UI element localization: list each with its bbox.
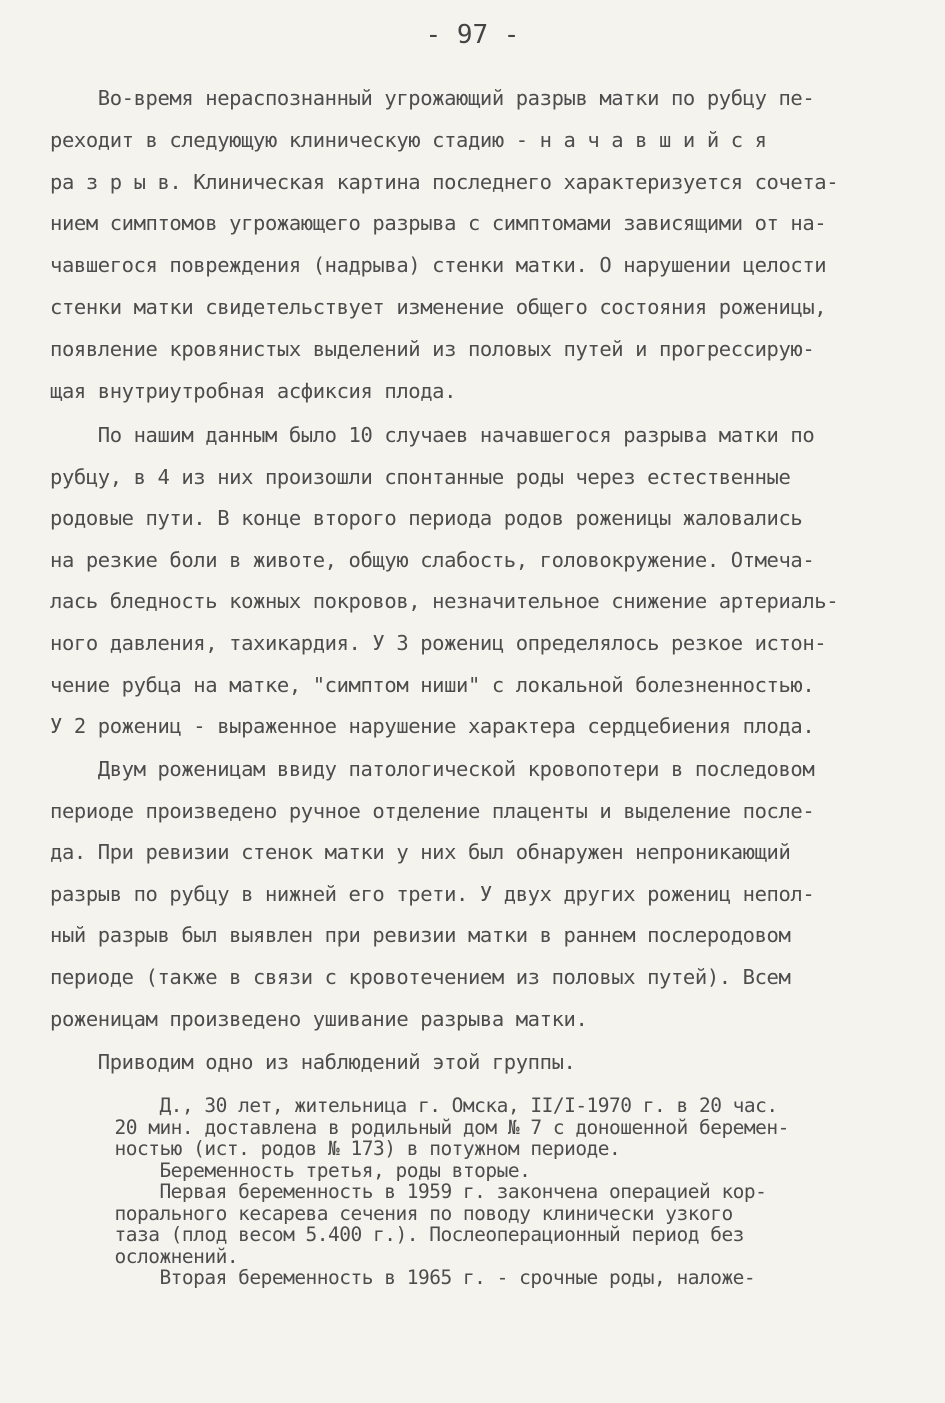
- text-line: Д., 30 лет, жительница г. Омска, II/I-1970 г. в 20 час.: [92, 1094, 778, 1117]
- text-line: Беременность третья, роды вторые.: [92, 1158, 531, 1182]
- text-line: рубцу, в 4 из них произошли спонтанные роды через естественные: [50, 464, 791, 489]
- text-line: нием симптомов угрожающего разрыва с симптомами зависящими от на-: [50, 211, 827, 236]
- text-line: лась бледность кожных покровов, незначительное снижение артериаль-: [50, 589, 839, 614]
- text-line: периоде (также в связи с кровотечением из половых путей). Всем: [50, 965, 791, 989]
- text-line: У 2 рожениц - выраженное нарушение характера сердцебиения плода.: [50, 714, 815, 739]
- text-line: щая внутриутробная асфиксия плода.: [50, 378, 457, 403]
- text-line: ностью (ист. родов № 173) в потужном периоде.: [92, 1137, 621, 1160]
- text-line: По нашим данным было 10 случаев начавшегося разрыва матки по: [50, 423, 815, 447]
- text-line: Первая беременность в 1959 г. закончена операцией кор-: [92, 1180, 767, 1203]
- text-line: Во-время нераспознанный угрожающий разрыв матки по рубцу пе-: [50, 86, 815, 110]
- text-line: чение рубца на матке, "симптом ниши" с локальной болезненностью.: [50, 672, 815, 697]
- text-line: родовые пути. В конце второго периода родов роженицы жаловались: [50, 506, 803, 531]
- text-line: ного давления, тахикардия. У 3 рожениц определялось резкое истон-: [50, 631, 827, 655]
- page-number: - 97 -: [425, 20, 520, 50]
- text-line: появление кровянистых выделений из половых путей и прогрессирую-: [50, 336, 815, 361]
- text-line: Приводим одно из наблюдений этой группы.: [50, 1050, 576, 1074]
- text-line: на резкие боли в животе, общую слабость, головокружение. Отмеча-: [50, 547, 815, 572]
- text-line: таза (плод весом 5.400 г.). Послеоперационный период без: [92, 1223, 744, 1246]
- text-line: Двум роженицам ввиду патологической кровопотери в последовом: [50, 757, 815, 781]
- text-line: да. При ревизии стенок матки у них был обнаружен непроникающий: [50, 840, 791, 865]
- text-line: чавшегося повреждения (надрыва) стенки матки. О нарушении целости: [50, 253, 827, 278]
- text-line: ра з р ы в. Клиническая картина последнего характеризуется сочета-: [50, 169, 839, 194]
- text-line: 20 мин. доставлена в родильный дом № 7 с доношенной беремен-: [92, 1115, 789, 1139]
- text-line: порального кесарева сечения по поводу клинически узкого: [92, 1201, 733, 1225]
- text-line: разрыв по рубцу в нижней его трети. У двух других рожениц непол-: [50, 881, 815, 906]
- text-line: периоде произведено ручное отделение плаценты и выделение после-: [50, 798, 815, 823]
- text-line: стенки матки свидетельствует изменение общего состояния роженицы,: [50, 295, 827, 319]
- text-line: ный разрыв был выявлен при ревизии матки в раннем послеродовом: [50, 923, 791, 948]
- text-line: роженицам произведено ушивание разрыва матки.: [50, 1006, 588, 1031]
- text-line: Вторая беременность в 1965 г. - срочные роды, наложе-: [92, 1266, 756, 1289]
- text-line: осложнений.: [92, 1244, 239, 1268]
- text-line: реходит в следующую клиническую стадию - н а ч а в ш и й с я: [50, 127, 767, 152]
